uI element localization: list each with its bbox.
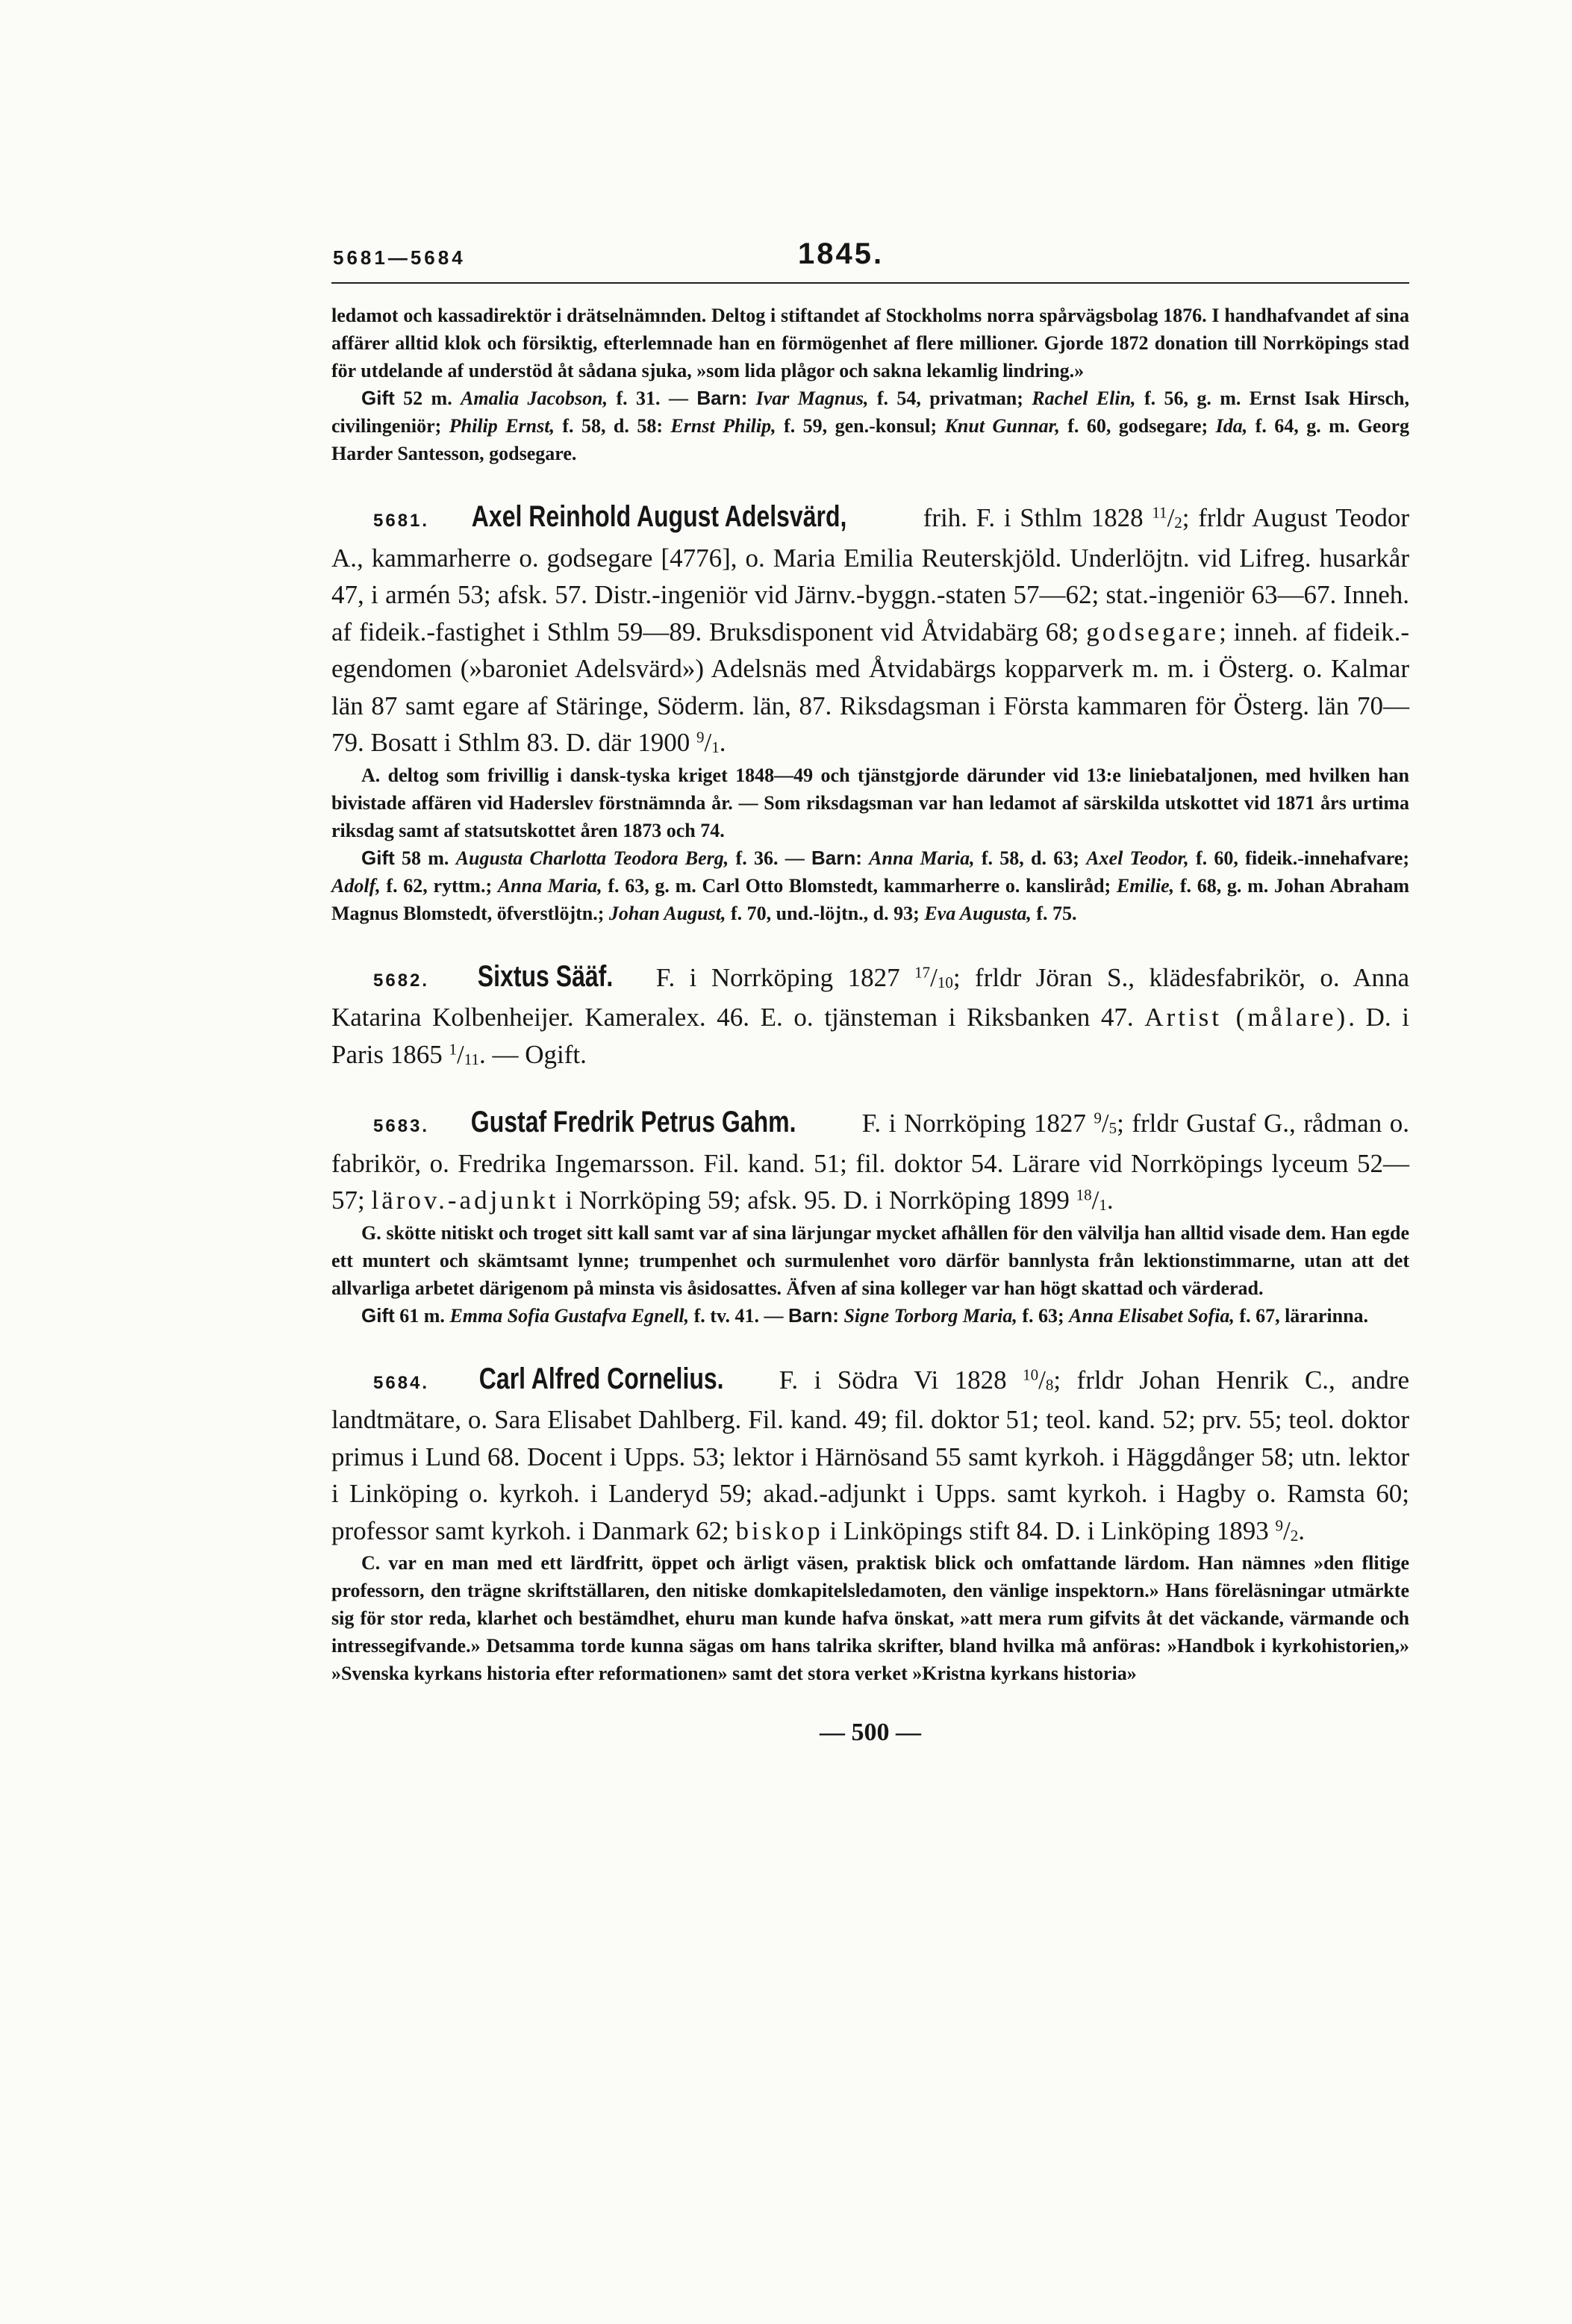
- running-head: [331, 237, 1409, 284]
- child-name: Signe Torborg Maria,: [843, 1304, 1017, 1327]
- entry-number: 5681.: [373, 511, 430, 531]
- spouse-name: Augusta Charlotta Teodora Berg,: [455, 847, 729, 869]
- entry-note: C. var en man med ett lärdfritt, öppet och ärligt väsen, praktisk blick och omfattande lärdom. Han nämnes »den flitige professorn, den trägne skriftställaren, den nitiske domkapitelsledamoten, den vänlige inspektorn.» Hans föreläsningar utmärkte sig för stor reda, klarhet och bestämdhet, ehuru man kunde hafva önskat, »att mera rum gifvits åt det väckande, värmande och intressegifvande.» Detsamma torde kunna sägas om hans talrika skrifter, bland hvilka må anföras: »Handbok i kyrkohistorien,» »Svenska kyrkans historia efter reformationen» samt det stora verket »Kristna kyrkans historia»: [331, 1552, 1409, 1684]
- child-name: Emilie,: [1116, 874, 1175, 897]
- entry-name: Carl Alfred Cornelius.: [478, 1362, 724, 1395]
- entry-5683: 5683. Gustaf Fredrik Petrus Gahm. F. i Norrköping 1827 $^9/_5$; frldr Gustaf G., rådman o. fabrikör, o. Fredrika Ingemarsson. Fil. kand. 51; fil. doktor 54. Lärare vid Norrköpings lyceum 52—57; lärov.-adjunkt i Norrköping 59; afsk. 95. D. i Norrköping 1899 $^{18}/_1$.: [331, 1106, 1409, 1215]
- spouse-name: Emma Sofia Gustafva Egnell,: [449, 1304, 690, 1327]
- child-name: Ivar Magnus,: [755, 387, 869, 409]
- entry-note: A. deltog som frivillig i dansk-tyska kriget 1848—49 och tjänstgjorde därunder vid 13:e liniebataljonen, med hvilken han bivistade affären vid Haderslev förstnämnda år. — Som riksdagsman var han ledamot af särskilda utskottet vid 1871 års urtima riksdag samt af statsutskottet åren 1873 och 74.: [331, 764, 1409, 841]
- entry-number: 5684.: [373, 1372, 430, 1393]
- entry-range: 5681—5684: [333, 246, 466, 269]
- spaced-occupation: Artist (målare): [1144, 1003, 1349, 1032]
- child-name: Ernst Philip,: [670, 415, 776, 437]
- entry-note: G. skötte nitiskt och troget sitt kall samt var af sina lärjungar mycket afhållen för den välvilja han alltid visade dem. Han egde ett muntert och skämtsamt lynne; trumpenhet och surmulenhet voro därför bannlysta från lektionstimmarne, utan att det allvarliga arbetet därigenom på minsta vis åsidosattes. Äfven af sina kolleger var han högt skattad och värderad.: [331, 1221, 1409, 1299]
- child-name: Anna Maria,: [869, 847, 975, 869]
- child-name: Axel Teodor,: [1086, 847, 1189, 869]
- book-page: [331, 237, 1409, 1747]
- barn-label: Barn:: [788, 1303, 839, 1327]
- entry-name: Sixtus Sääf.: [477, 959, 613, 993]
- family-paragraph: Gift 61 m. Emma Sofia Gustafva Egnell, f. tv. 41. — Barn: Signe Torborg Maria, f. 63; Anna Elisabet Sofia, f. 67, lärarinna.: [361, 1303, 1369, 1327]
- entry-number: 5683.: [373, 1116, 430, 1136]
- entry-5681: 5681. Axel Reinhold August Adelsvärd, frih. F. i Sthlm 1828 $^{11}/_2$; frldr August Teodor A., kammarherre o. godsegare [4776], o. Maria Emilia Reuterskjöld. Underlöjtn. vid Lifreg. husarkår 47, i armén 53; afsk. 57. Distr.-ingeniör vid Järnv.-byggn.-staten 57—62; stat.-ingeniör 63—67. Inneh. af fideik.-fastighet i Sthlm 59—89. Bruksdisponent vid Åtvidabärg 68; godsegare; inneh. af fideik.-egendomen (»baroniet Adelsvärd») Adelsnäs med Åtvidabärgs kopparverk m. m. i Österg. o. Kalmar län 87 samt egare af Stäringe, Söderm. län, 87. Riksdagsman i Första kammaren för Österg. län 70—79. Bosatt i Sthlm 83. D. där 1900 $^9/_1$.: [331, 500, 1410, 757]
- family-paragraph: Gift 58 m. Augusta Charlotta Teodora Berg, f. 36. — Barn: Anna Maria, f. 58, d. 63; Axel Teodor, f. 60, fideik.-innehafvare; Adolf, f. 62, ryttm.; Anna Maria, f. 63, g. m. Carl Otto Blomstedt, kammarherre o. kansliråd; Emilie, f. 68, g. m. Johan Abraham Magnus Blomstedt, öfverstlöjtn.; Johan August, f. 70, und.-löjtn., d. 93; Eva Augusta, f. 75.: [331, 846, 1409, 924]
- child-name: Ida,: [1215, 415, 1248, 437]
- continued-text: ledamot och kassadirektör i drätselnämnden. Deltog i stiftandet af Stockholms norra spårvägsbolag 1876. I handhafvandet af sina affärer alltid klok och försiktig, efterlemnade han en förmögenhet af flere millioner. Gjorde 1872 donation till Norrköpings stad för utdelande af understöd åt sådana sjuka, »som lida plågor och sakna lekamlig lindring.»: [331, 305, 1409, 381]
- child-name: Adolf,: [331, 874, 381, 897]
- barn-label: Barn:: [696, 387, 748, 409]
- child-name: Anna Elisabet Sofia,: [1069, 1304, 1235, 1327]
- child-name: Philip Ernst,: [449, 415, 555, 437]
- entry-5682: 5682. Sixtus Sääf. F. i Norrköping 1827 $^{17}/_{10}$; frldr Jöran S., klädesfabrikör, o. Anna Katarina Kolbenheijer. Kameralex. 46. E. o. tjänsteman i Riksbanken 47. Artist (målare). D. i Paris 1865 $^1/_{11}$. — Ogift.: [331, 959, 1410, 1069]
- spouse-name: Amalia Jacobson,: [461, 387, 608, 409]
- entry-name: Axel Reinhold August Adelsvärd,: [471, 500, 847, 533]
- entry-number: 5682.: [373, 970, 430, 991]
- spaced-occupation: lärov.-adjunkt: [371, 1186, 559, 1215]
- year-heading: 1845.: [798, 237, 885, 270]
- child-name: Anna Maria,: [497, 874, 602, 897]
- gift-label: Gift: [361, 387, 395, 409]
- family-paragraph: Gift 52 m. Amalia Jacobson, f. 31. — Barn: Ivar Magnus, f. 54, privatman; Rachel Elin, f. 56, g. m. Ernst Isak Hirsch, civilingeniör; Philip Ernst, f. 58, d. 58: Ernst Philip, f. 59, gen.-konsul; Knut Gunnar, f. 60, godsegare; Ida, f. 64, g. m. Georg Harder Santesson, godsegare.: [331, 387, 1410, 464]
- entry-name: Gustaf Fredrik Petrus Gahm.: [470, 1106, 796, 1138]
- child-name: Eva Augusta,: [924, 902, 1032, 924]
- child-name: Knut Gunnar,: [944, 415, 1060, 437]
- entry-5684: 5684. Carl Alfred Cornelius. F. i Södra Vi 1828 $^{10}/_8$; frldr Johan Henrik C., andre landtmätare, o. Sara Elisabet Dahlberg. Fil. kand. 49; fil. doktor 51; teol. kand. 52; prv. 55; teol. doktor primus i Lund 68. Docent i Upps. 53; lektor i Härnösand 55 samt kyrkoh. i Häggdånger 58; utn. lektor i Linköping o. kyrkoh. i Landeryd 59; akad.-adjunkt i Upps. samt kyrkoh. i Hagby o. Ramsta 60; professor samt kyrkoh. i Danmark 62; biskop i Linköpings stift 84. D. i Linköping 1893 $^9/_2$.: [331, 1362, 1409, 1545]
- barn-label: Barn:: [811, 846, 862, 869]
- spaced-occupation: godsegare: [1086, 617, 1220, 647]
- child-name: Rachel Elin,: [1032, 387, 1136, 409]
- child-name: Johan August,: [608, 902, 726, 924]
- spaced-occupation: biskop: [735, 1515, 823, 1545]
- page-number: — 500 —: [820, 1719, 921, 1746]
- gift-label: Gift: [361, 846, 395, 869]
- gift-label: Gift: [361, 1303, 395, 1327]
